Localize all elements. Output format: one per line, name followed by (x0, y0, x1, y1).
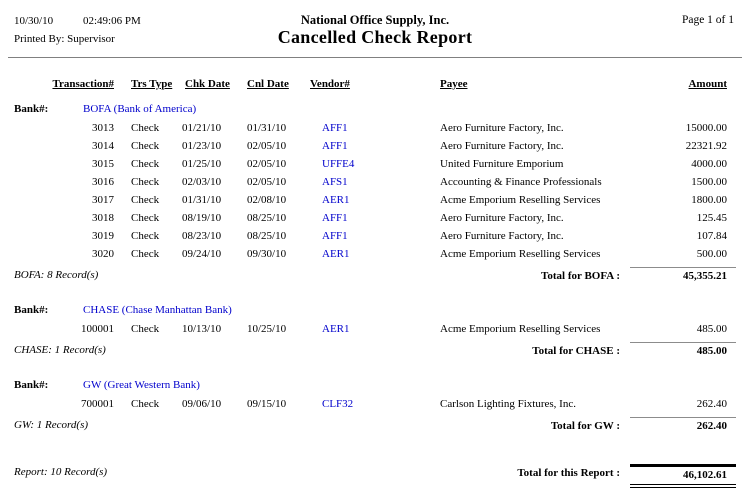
page-indicator: Page 1 of 1 (681, 14, 734, 26)
bank-section (14, 100, 736, 287)
cancel-date: 02/05/10 (247, 176, 287, 188)
check-amount: 485.00 (696, 323, 727, 335)
column-header-vendor: Vendor# (310, 78, 350, 90)
check-amount: 15000.00 (685, 122, 727, 134)
report-total-label: Total for this Report : (517, 467, 620, 479)
payee-name: Acme Emporium Reselling Services (440, 323, 601, 335)
bank-total-label: Total for BOFA : (541, 270, 620, 282)
bank-footer-row (14, 417, 736, 437)
bank-footer-row (14, 342, 736, 362)
bank-rows (14, 320, 736, 338)
bank-rows (14, 119, 736, 263)
cancel-date: 08/25/10 (247, 230, 287, 242)
bank-number-label: Bank#: (14, 103, 49, 115)
check-date: 01/31/10 (182, 194, 222, 206)
bank-name-link[interactable]: CHASE (Chase Manhattan Bank) (83, 304, 232, 316)
bank-name-link[interactable]: BOFA (Bank of America) (83, 103, 197, 115)
check-amount: 500.00 (696, 248, 727, 260)
transaction-number: 700001 (81, 398, 114, 410)
column-header-amount: Amount (688, 78, 727, 90)
transaction-type: Check (131, 323, 160, 335)
cancel-date: 10/25/10 (247, 323, 287, 335)
check-row (14, 137, 736, 155)
vendor-link[interactable]: AER1 (322, 323, 350, 335)
cancel-date: 02/05/10 (247, 140, 287, 152)
column-header-cnl-date: Cnl Date (247, 78, 289, 90)
check-date: 10/13/10 (182, 323, 222, 335)
transaction-type: Check (131, 158, 160, 170)
transaction-number: 3017 (92, 194, 114, 206)
payee-name: Carlson Lighting Fixtures, Inc. (440, 398, 576, 410)
vendor-link[interactable]: AER1 (322, 248, 350, 260)
payee-name: Acme Emporium Reselling Services (440, 194, 601, 206)
check-amount: 107.84 (696, 230, 727, 242)
transaction-number: 3018 (92, 212, 114, 224)
bank-total-label: Total for CHASE : (532, 345, 620, 357)
check-row (14, 209, 736, 227)
cancel-date: 02/05/10 (247, 158, 287, 170)
cancel-date: 02/08/10 (247, 194, 287, 206)
transaction-number: 100001 (81, 323, 114, 335)
column-header-trs-type: Trs Type (131, 78, 173, 90)
check-amount: 22321.92 (685, 140, 727, 152)
column-header-transaction: Transaction# (52, 78, 114, 90)
bank-number-label: Bank#: (14, 304, 49, 316)
transaction-number: 3016 (92, 176, 114, 188)
check-date: 01/23/10 (182, 140, 222, 152)
check-row (14, 191, 736, 209)
bank-total-label: Total for GW : (550, 420, 620, 432)
transaction-type: Check (131, 194, 160, 206)
report-total-amount: 46,102.61 (630, 464, 736, 488)
transaction-type: Check (131, 122, 160, 134)
payee-name: Aero Furniture Factory, Inc. (440, 212, 564, 224)
bank-total-amount: 45,355.21 (630, 267, 736, 285)
transaction-type: Check (131, 248, 160, 260)
bank-name-link[interactable]: GW (Great Western Bank) (83, 379, 200, 391)
bank-rows (14, 395, 736, 413)
check-date: 09/24/10 (182, 248, 222, 260)
check-row (14, 320, 736, 338)
check-row (14, 395, 736, 413)
check-date: 01/25/10 (182, 158, 222, 170)
report-record-count: Report: 10 Record(s) (14, 466, 108, 478)
bank-number-label: Bank#: (14, 379, 49, 391)
check-date: 08/19/10 (182, 212, 222, 224)
column-header-row (14, 75, 736, 93)
printed-date: 10/30/10 (14, 15, 54, 27)
transaction-number: 3019 (92, 230, 114, 242)
vendor-link[interactable]: AFF1 (322, 122, 348, 134)
check-amount: 262.40 (696, 398, 727, 410)
vendor-link[interactable]: CLF32 (322, 398, 354, 410)
check-amount: 4000.00 (691, 158, 727, 170)
column-header-payee: Payee (440, 78, 468, 90)
check-amount: 125.45 (696, 212, 727, 224)
payee-name: Accounting & Finance Professionals (440, 176, 602, 188)
payee-name: United Furniture Emporium (440, 158, 564, 170)
cancel-date: 09/15/10 (247, 398, 287, 410)
header-center (8, 13, 742, 47)
bank-section (14, 376, 736, 437)
payee-name: Aero Furniture Factory, Inc. (440, 122, 564, 134)
vendor-link[interactable]: AFF1 (322, 140, 348, 152)
bank-footer-row (14, 267, 736, 287)
bank-section (14, 301, 736, 362)
check-date: 09/06/10 (182, 398, 222, 410)
transaction-number: 3015 (92, 158, 114, 170)
vendor-link[interactable]: AFF1 (322, 212, 348, 224)
vendor-link[interactable]: AER1 (322, 194, 350, 206)
vendor-link[interactable]: AFS1 (322, 176, 348, 188)
report-title: Cancelled Check Report (277, 27, 473, 47)
bank-header-row (14, 301, 736, 320)
transaction-type: Check (131, 230, 160, 242)
bank-record-count: CHASE: 1 Record(s) (14, 344, 106, 356)
report-header (8, 0, 742, 58)
transaction-number: 3020 (92, 248, 114, 260)
payee-name: Aero Furniture Factory, Inc. (440, 140, 564, 152)
check-row (14, 173, 736, 191)
bank-record-count: BOFA: 8 Record(s) (14, 269, 99, 281)
bank-header-row (14, 100, 736, 119)
printed-time: 02:49:06 PM (83, 15, 141, 27)
check-row (14, 119, 736, 137)
check-row (14, 245, 736, 263)
check-row (14, 155, 736, 173)
vendor-link[interactable]: AFF1 (322, 230, 348, 242)
transaction-type: Check (131, 140, 160, 152)
check-date: 08/23/10 (182, 230, 222, 242)
check-date: 02/03/10 (182, 176, 222, 188)
company-name: National Office Supply, Inc. (300, 13, 450, 27)
payee-name: Aero Furniture Factory, Inc. (440, 230, 564, 242)
printed-by: Printed By: Supervisor (14, 33, 115, 45)
transaction-type: Check (131, 398, 160, 410)
bank-sections (14, 100, 736, 437)
transaction-number: 3014 (92, 140, 114, 152)
bank-record-count: GW: 1 Record(s) (14, 419, 89, 431)
payee-name: Acme Emporium Reselling Services (440, 248, 601, 260)
check-date: 01/21/10 (182, 122, 222, 134)
report-summary-row (14, 464, 736, 484)
transaction-number: 3013 (92, 122, 114, 134)
column-header-chk-date: Chk Date (185, 78, 230, 90)
check-row (14, 227, 736, 245)
cancel-date: 09/30/10 (247, 248, 287, 260)
transaction-type: Check (131, 212, 160, 224)
bank-total-amount: 262.40 (630, 417, 736, 435)
check-amount: 1800.00 (691, 194, 727, 206)
check-amount: 1500.00 (691, 176, 727, 188)
bank-header-row (14, 376, 736, 395)
cancel-date: 01/31/10 (247, 122, 287, 134)
vendor-link[interactable]: UFFE4 (322, 158, 355, 170)
bank-total-amount: 485.00 (630, 342, 736, 360)
cancel-date: 08/25/10 (247, 212, 287, 224)
transaction-type: Check (131, 176, 160, 188)
